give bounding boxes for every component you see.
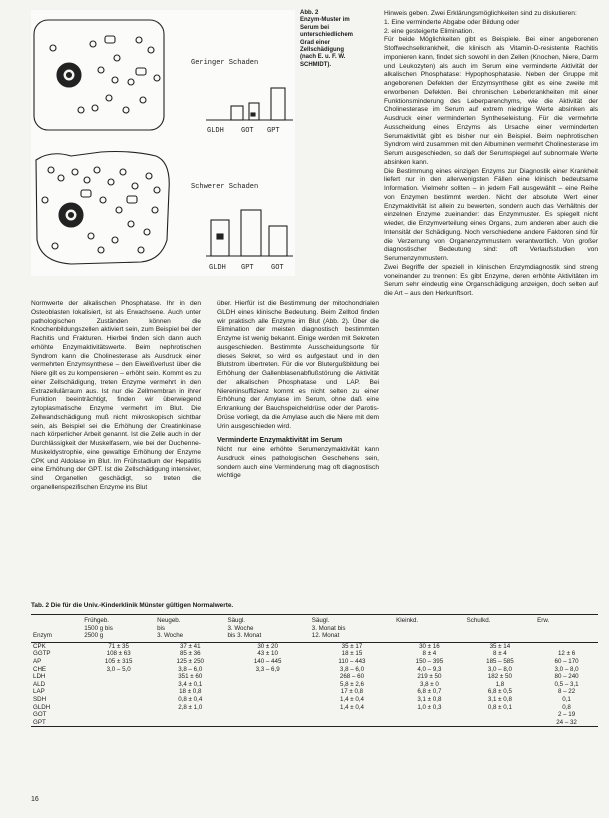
- figure-caption-title: Abb. 2: [300, 10, 319, 16]
- table-row: [31, 711, 598, 719]
- enzyme-name-cell: GLDH: [33, 703, 51, 711]
- paragraph: Nicht nur eine erhöhte Serumenzymaktivität kann Ausdruck eines pathologischen Geschehens sein, sondern auch eine Verminderung mag oft diagnostisch wichtige: [217, 446, 379, 480]
- paragraph: Normwerte der alkalischen Phosphatase. Ihr in den Osteoblasten lokalisiert, ist als Erwachsene. Auch unter pathologischen Zuständen können die Knochenbildungszellen aktiviert sein, zum Beispiel bei der Rachitis und Frakturen. Hierbei finden sich dann auch erhöhte Enzymaktivitätswerte. Beim nephrotischen Syndrom kann die Cholinesterase als Ausdruck einer vermehrten Enzymsynthese – den Eiweißverlust über die Niere gilt es zu kompensieren – erhöht sein. Kommt es zu einer Zellschädigung, treten Enzyme vermehrt in den Extrazellulärraum aus. Ist nur die Zellmembran in ihrer Funktion beeinträchtigt, finden wir überwiegend zytoplasmatische Enzyme vermehrt im Blut. Die Zellwandschädigung muß nicht mikroskopisch sichtbar sein, als Beispiel sei die Erhöhung der Creatinkinase nach körperlicher Arbeit genannt. Ist die Zelle auch in der Durchlässigkeit der Muskelfasern, wie bei der Duchenne-Muskeldystrophie, eine gewaltige Erhöhung der Enzyme CPK und Aldolase im Blut. Im Frühstadium der Hepatitis eine Erhöhung der GPT. Ist die Zellschädigung intensiver, sind Organellen geschädigt, so treten die organellenspezifischen Enzyme ins Blut: [31, 300, 201, 491]
- figure-caption-text: Enzym-Muster im Serum bei unterschiedlichem Grad einer Zellschädigung (nach E. u. F. W. SCHMIDT).: [300, 17, 354, 68]
- table-cell: [82, 711, 155, 719]
- table-header-cell: Säugl. 3. Monat bis 12. Monat: [310, 615, 394, 643]
- table-cell: 35 ± 14: [489, 642, 511, 650]
- table-cell: 8 – 22: [557, 688, 576, 696]
- paragraph: 2. eine gesteigerte Elimination.: [384, 27, 475, 35]
- table-cell: 3,3 – 6,9: [255, 665, 280, 673]
- table-cell: [225, 711, 309, 719]
- table-cell: 35 ± 17: [341, 642, 363, 650]
- table-cell: 4,0 – 9,3: [417, 665, 442, 673]
- table-cell: [225, 681, 309, 689]
- cell-diagram-mild: [34, 20, 164, 130]
- table-cell: 125 ± 250: [176, 657, 204, 665]
- table-header-cell: Kleinkd.: [394, 615, 465, 643]
- table-header-cell: Enzym: [31, 615, 82, 643]
- table-cell: 85 ± 36: [179, 650, 201, 658]
- table-row: [31, 719, 598, 727]
- table-cell: 0,1: [562, 695, 571, 703]
- figure-caption: [300, 10, 358, 69]
- band-label-severe-1: GLDH: [209, 264, 226, 272]
- page-number: 16: [31, 796, 39, 803]
- table-cell: [535, 642, 598, 650]
- table-cell: 60 – 170: [554, 657, 579, 665]
- table-row: [31, 688, 598, 696]
- table-cell: 110 – 443: [338, 657, 366, 665]
- table-cell: [155, 711, 225, 719]
- section-heading: Verminderte Enzymaktivität im Serum: [217, 437, 343, 445]
- table-cell: 185 – 585: [486, 657, 514, 665]
- table-title: Tab. 2 Die für die Univ.-Kinderklinik Münster gültigen Normalwerte.: [31, 602, 234, 609]
- table-cell: [225, 719, 309, 727]
- table-cell: [225, 673, 309, 681]
- band-label-severe-3: GOT: [271, 264, 284, 272]
- table-cell: 108 ± 63: [106, 650, 131, 658]
- left-column-text: [31, 300, 201, 493]
- enzyme-name-cell: CHE: [33, 665, 47, 673]
- table-cell: 6,8 ± 0,5: [487, 688, 512, 696]
- bars-mild: [206, 88, 293, 120]
- table-cell: 219 ± 50: [417, 673, 442, 681]
- paragraph: über. Hierfür ist die Bestimmung der mitochondrialen GLDH eines klinische Bedeutung. Beim Zelltod finden wir praktisch alle Enzyme im Blut (Abb. 2). Über die Elimination der meisten diagnostisch bestimmten Enzyme ist wenig bekannt. Einige werden mit Sekreten ausgeschieden. Bestimmte Ausscheidungsorte für dieses Sekret, so wird es aufgestaut und in den Blutstrom übertreten. Für die vor Blutergußbildung bei Erhöhung der Gallenblasenabflußstörung die Aktivität der alkalischen Phosphatase und LAP. Bei Niereninsuffizienz kommt es nicht selten zu einer Erhöhung der Amylase im Serum, ohne daß eine Erkrankung der Bauchspeicheldrüse oder der Parotis-Drüse vorliegt, da die Amylase auch die Niere mit dem Urin ausgeschieden wird.: [217, 300, 379, 430]
- table-cell: 0,8 ± 0,1: [487, 703, 512, 711]
- normal-values-table: [31, 614, 598, 727]
- table-cell: [82, 681, 155, 689]
- enzyme-name-cell: CPK: [33, 642, 46, 650]
- table-row: [31, 704, 598, 712]
- table-cell: 3,8 ± 0: [419, 680, 439, 688]
- table-cell: 8 ± 4: [422, 650, 437, 658]
- table-cell: 37 ± 41: [179, 642, 201, 650]
- table-cell: [394, 719, 465, 727]
- table-cell: 5,8 ± 2,6: [339, 680, 364, 688]
- table-header-cell: Erw.: [535, 615, 598, 643]
- table-row: [31, 658, 598, 666]
- band-label-severe-2: GPT: [241, 264, 254, 272]
- table-cell: [465, 719, 536, 727]
- table-body: [31, 642, 598, 727]
- table-cell: 24 – 32: [535, 719, 598, 727]
- enzyme-name-cell: GGTP: [33, 650, 51, 658]
- table-cell: 6,8 ± 0,7: [417, 688, 442, 696]
- figure-enzyme-pattern: [31, 10, 295, 276]
- table-cell: 2,8 ± 1,0: [178, 703, 203, 711]
- table-cell: [82, 673, 155, 681]
- table-cell: [225, 688, 309, 696]
- table-cell: 43 ± 10: [257, 650, 278, 658]
- table-cell: 3,1 ± 0,8: [417, 695, 442, 703]
- table-cell: 1,4 ± 0,4: [339, 695, 364, 703]
- table-cell: 18 ± 15: [341, 650, 363, 658]
- table-cell: [82, 704, 155, 712]
- table-cell: 0,8 ± 0,4: [178, 695, 203, 703]
- table-cell: [82, 688, 155, 696]
- table-cell: 182 ± 50: [487, 673, 512, 681]
- table-cell: [310, 719, 394, 727]
- table-row: [31, 666, 598, 674]
- table-cell: 3,0 – 5,0: [106, 665, 131, 673]
- table-cell: 140 – 445: [253, 657, 282, 665]
- table-row: [31, 681, 598, 689]
- middle-column-text: [217, 300, 379, 481]
- table-header-cell: Neugeb. bis 3. Woche: [155, 615, 225, 643]
- table-cell: 8 ± 4: [493, 650, 507, 658]
- table-cell: 1,0 ± 0,3: [417, 703, 442, 711]
- paragraph: Zwei Begriffe der speziell in klinischen Enzymdiagnostik sind streng voneinander zu trennen: Es gibt Enzyme, deren erhöhte Aktivitäten im Serum sehr eindeutig eine Organschädigung anzeigen, doch selten auf die Art – aus den Herkunftsort.: [384, 263, 598, 297]
- table-cell: 71 ± 35: [108, 642, 129, 650]
- table-row: [31, 673, 598, 681]
- bars-severe: [206, 210, 293, 256]
- table-cell: [310, 711, 394, 719]
- right-column-text: [384, 10, 598, 299]
- enzyme-name-cell: SDH: [33, 695, 47, 703]
- table-cell: 80 – 240: [554, 673, 579, 681]
- enzyme-name-cell: AP: [33, 657, 42, 665]
- table-cell: 30 ± 20: [257, 642, 278, 650]
- paragraph: Hinweis geben. Zwei Erklärungsmöglichkeiten sind zu diskutieren:: [384, 10, 577, 17]
- table-cell: 2 – 19: [557, 711, 576, 719]
- band-label-mild-2: GOT: [241, 127, 254, 135]
- table-cell: 12 ± 6: [557, 650, 576, 658]
- paragraph: Für beide Möglichkeiten gibt es Beispiele. Bei einer angeborenen Stoffwechselkrankheit, die klinisch als Vitamin-D-resistente Rachitis imponieren kann, findet sich sowohl in den Zellen (Knochen, Niere, Darm und Leukozyten) als auch im Serum eine verminderte Aktivität der alkalischen Phosphatase: Hypophosphatasie. Neben der Gruppe mit angeborenen Defekten der Enzymsynthese gibt es eine zweite mit erworbenen Defekten. Bei chronischen Leberkrankheiten mit einer Funktionsminderung des Leberparenchyms, wie die Aktivität der Cholinesterase im Serum auf extrem niedrige Werte absinken als Ausdruck einer verminderten Syntheseleistung. Für die vermehrte Ausscheidung eines Enzyms als Ursache einer verminderten Serumaktivität gibt es bisher nur ein Beispiel. Beim nephrotischen Syndrom wird zusammen mit den Albuminen vermehrt Cholinesterase im Serum ausgeschieden, so daß der Serumspiegel auf subnormale Werte absinken kann.: [384, 36, 598, 166]
- table-cell: 0,5 – 3,1: [554, 680, 579, 688]
- table-cell: 1,8: [495, 680, 505, 688]
- enzyme-name-cell: GPT: [31, 719, 82, 727]
- table-cell: 3,4 ± 0,1: [178, 680, 203, 688]
- table-cell: 3,8 – 6,0: [178, 665, 203, 673]
- table-header-cell: Frühgeb. 1500 g bis 2500 g: [82, 615, 155, 643]
- cell-diagram-severe: [36, 152, 169, 265]
- table-cell: 3,0 – 8,0: [487, 665, 512, 673]
- table-cell: [465, 711, 536, 719]
- table-cell: [82, 696, 155, 704]
- table-cell: [225, 696, 309, 704]
- label-severe-damage: Schwerer Schaden: [191, 183, 259, 191]
- table-cell: [394, 711, 465, 719]
- band-label-mild-3: GPT: [267, 127, 280, 135]
- table-cell: 150 – 395: [415, 657, 444, 665]
- band-label-mild-1: GLDH: [207, 127, 224, 135]
- table-cell: 1,4 ± 0,4: [339, 703, 364, 711]
- table-cell: 268 – 60: [339, 673, 365, 681]
- table-cell: [155, 719, 225, 727]
- table-cell: 17 ± 0,8: [340, 688, 364, 696]
- table-header-row: [31, 615, 598, 643]
- table-cell: [225, 704, 309, 712]
- paragraph: 1. Eine verminderte Abgabe oder Bildung oder: [384, 18, 520, 26]
- table-header-cell: Säugl. 3. Woche bis 3. Monat: [225, 615, 309, 643]
- enzyme-name-cell: LDH: [33, 673, 46, 681]
- table-row: [31, 696, 598, 704]
- figure-drawing: [31, 10, 295, 276]
- table-cell: 30 ± 16: [419, 642, 440, 650]
- table-cell: 105 ± 315: [104, 657, 133, 665]
- table-cell: 351 ± 60: [178, 673, 203, 681]
- paragraph: Die Bestimmung eines einzigen Enzyms zur Diagnostik einer Krankheit liefert nur in den allerwenigsten Fällen eine klinisch bedeutsame Information. Vielmehr sollten – in jedem Fall ausgewählt – eine Reihe von Enzymen bestimmt werden. Nicht der absolute Wert einer Enzymaktivität ist allein zu bewerten, sondern auch das Verhältnis der einzelnen Enzyme zueinander: das Enzymmuster. Es spiegelt nicht wieder, die Enzymverteilung eines Organs, zum anderen aber auch die Intensität der Schädigung. Noch verschiedene andere Faktoren sind für die Verzerrung von Organenzymmustern verantwortlich. Von großer diagnostischer Bedeutung sind: oft Verlaufsstudien von Serumenzymmustern.: [384, 167, 598, 262]
- table-cell: 18 ± 0,8: [179, 688, 202, 696]
- table-cell: 3,8 – 6,0: [339, 665, 365, 673]
- table-row: [31, 642, 598, 650]
- table-cell: [82, 719, 155, 727]
- enzyme-name-cell: LAP: [33, 688, 45, 696]
- enzyme-name-cell: ALD: [33, 680, 46, 688]
- table-cell: 0,8: [562, 703, 571, 711]
- table-header-cell: Schulkd.: [465, 615, 536, 643]
- enzyme-name-cell: GOT: [33, 711, 47, 719]
- table-cell: 3,1 ± 0,8: [487, 695, 512, 703]
- table-cell: 3,0 – 8,0: [554, 665, 579, 673]
- table-row: [31, 650, 598, 658]
- label-mild-damage: Geringer Schaden: [191, 59, 259, 67]
